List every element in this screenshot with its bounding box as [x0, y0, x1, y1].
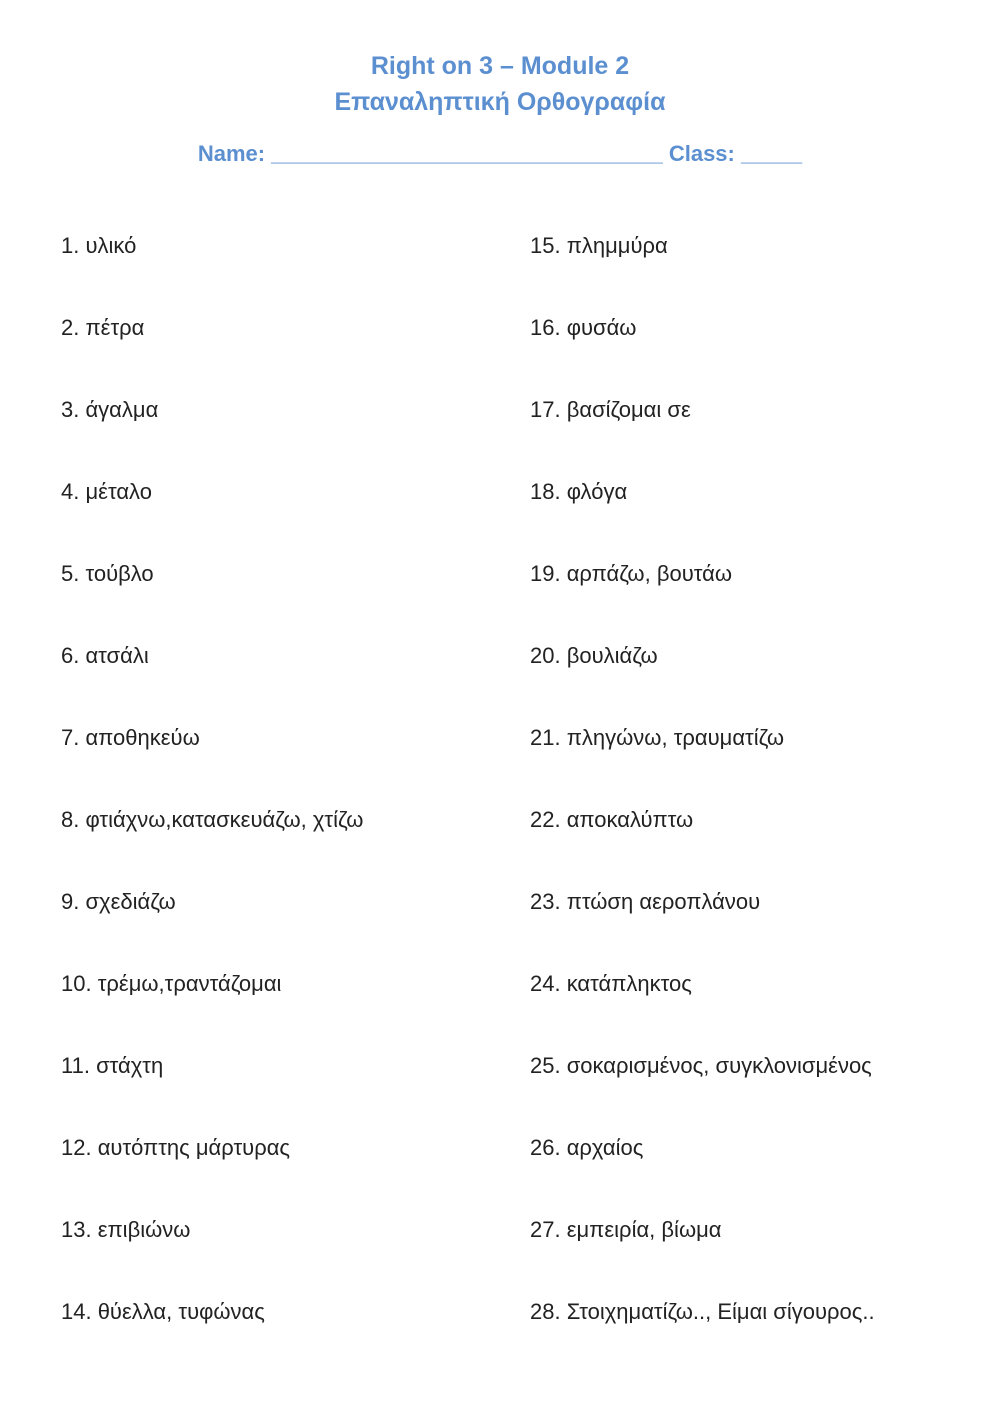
- list-item: 19. αρπάζω, βουτάω: [530, 561, 733, 586]
- list-item: 4. μέταλο: [61, 479, 152, 504]
- left-word-list: [61, 226, 521, 1374]
- list-item: 14. θύελλα, τυφώνας: [61, 1299, 265, 1324]
- list-item: 26. αρχαίος: [530, 1135, 644, 1160]
- list-item: 27. εμπειρία, βίωμα: [530, 1217, 722, 1242]
- list-item: 3. άγαλμα: [61, 397, 159, 422]
- list-item: 25. σοκαρισμένος, συγκλονισμένος: [530, 1053, 872, 1078]
- list-item: 7. αποθηκεύω: [61, 725, 200, 750]
- list-item: 10. τρέμω,τραντάζομαι: [61, 971, 282, 996]
- list-item: 1. υλικό: [61, 233, 137, 258]
- list-item: 13. επιβιώνω: [61, 1217, 191, 1242]
- right-word-list: [530, 226, 970, 1374]
- list-item: 23. πτώση αεροπλάνου: [530, 889, 761, 914]
- list-item: 18. φλόγα: [530, 479, 628, 504]
- list-item: 5. τούβλο: [61, 561, 154, 586]
- list-item: 21. πληγώνω, τραυματίζω: [530, 725, 785, 750]
- list-item: 28. Στοιχηματίζω.., Είμαι σίγουρος..: [530, 1299, 875, 1324]
- list-item: 11. στάχτη: [61, 1053, 164, 1078]
- list-item: 8. φτιάχνω,κατασκευάζω, χτίζω: [61, 807, 364, 832]
- worksheet-header: [0, 48, 1000, 169]
- list-item: 16. φυσάω: [530, 315, 637, 340]
- list-item: 22. αποκαλύπτω: [530, 807, 694, 832]
- list-item: 12. αυτόπτης μάρτυρας: [61, 1135, 291, 1160]
- list-item: 15. πλημμύρα: [530, 233, 668, 258]
- list-item: 9. σχεδιάζω: [61, 889, 176, 914]
- list-item: 17. βασίζομαι σε: [530, 397, 691, 422]
- page-title: Right on 3 – Module 2: [370, 52, 630, 80]
- name-class-line: Name: ________________________________ Class: _____: [197, 141, 803, 166]
- list-item: 24. κατάπληκτος: [530, 971, 692, 996]
- list-item: 2. πέτρα: [61, 315, 145, 340]
- list-item: 20. βουλιάζω: [530, 643, 658, 668]
- page-subtitle: Επαναληπτική Ορθογραφία: [334, 88, 666, 116]
- list-item: 6. ατσάλι: [61, 643, 149, 668]
